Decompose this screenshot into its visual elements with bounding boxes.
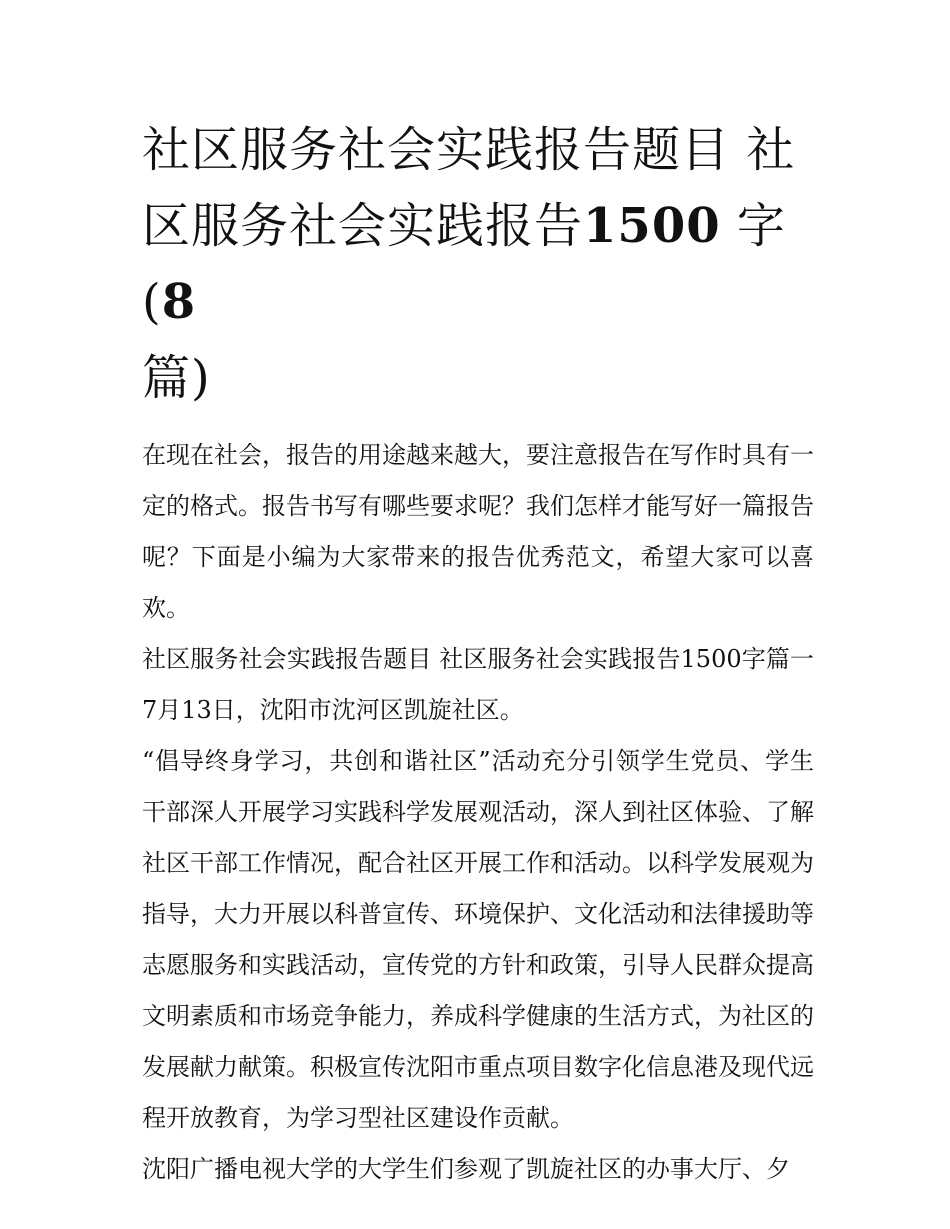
body-paragraph: “倡导终身学习，共创和谐社区”活动充分引领学生党员、学生干部深人开展学习实践科学发展观活动，深人到社区体验、了解社区干部工作情况，配合社区开展工作和活动。以科学发展观为指导，大力开展以科普宣传、环境保护、文化活动和法律援助等志愿服务和实践活动，宣传党的方针和政策，引导人民群众提高文明素质和市场竞争能力，养成科学健康的生活方式，为社区的发展献力献策。积极宣传沈阳市重点项目数字化信息港及现代远程开放教育，为学习型社区建设作贡献。 [142,747,814,1132]
title-number-2: 8 [161,274,197,330]
title-text-2: 字( [142,198,786,330]
title-number: 1500 [583,198,721,254]
section-heading-paragraph: 社区服务社会实践报告题目 社区服务社会实践报告1500字篇一 7月13日，沈阳市沈河区凯旋社区。 [142,645,814,724]
document-title [142,112,814,416]
title-text-3: 篇) [142,350,211,406]
body-paragraph-continued: 沈阳广播电视大学的大学生们参观了凯旋社区的办事大厅、夕 [142,1155,790,1183]
document-page [142,112,814,1195]
title-text-1: 社区服务社会实践报告题目 社区服务社会实践报告 [142,122,796,254]
intro-paragraph: 在现在社会，报告的用途越来越大，要注意报告在写作时具有一定的格式。报告书写有哪些要求呢？我们怎样才能写好一篇报告呢？下面是小编为大家带来的报告优秀范文，希望大家可以喜欢。 [142,441,814,622]
